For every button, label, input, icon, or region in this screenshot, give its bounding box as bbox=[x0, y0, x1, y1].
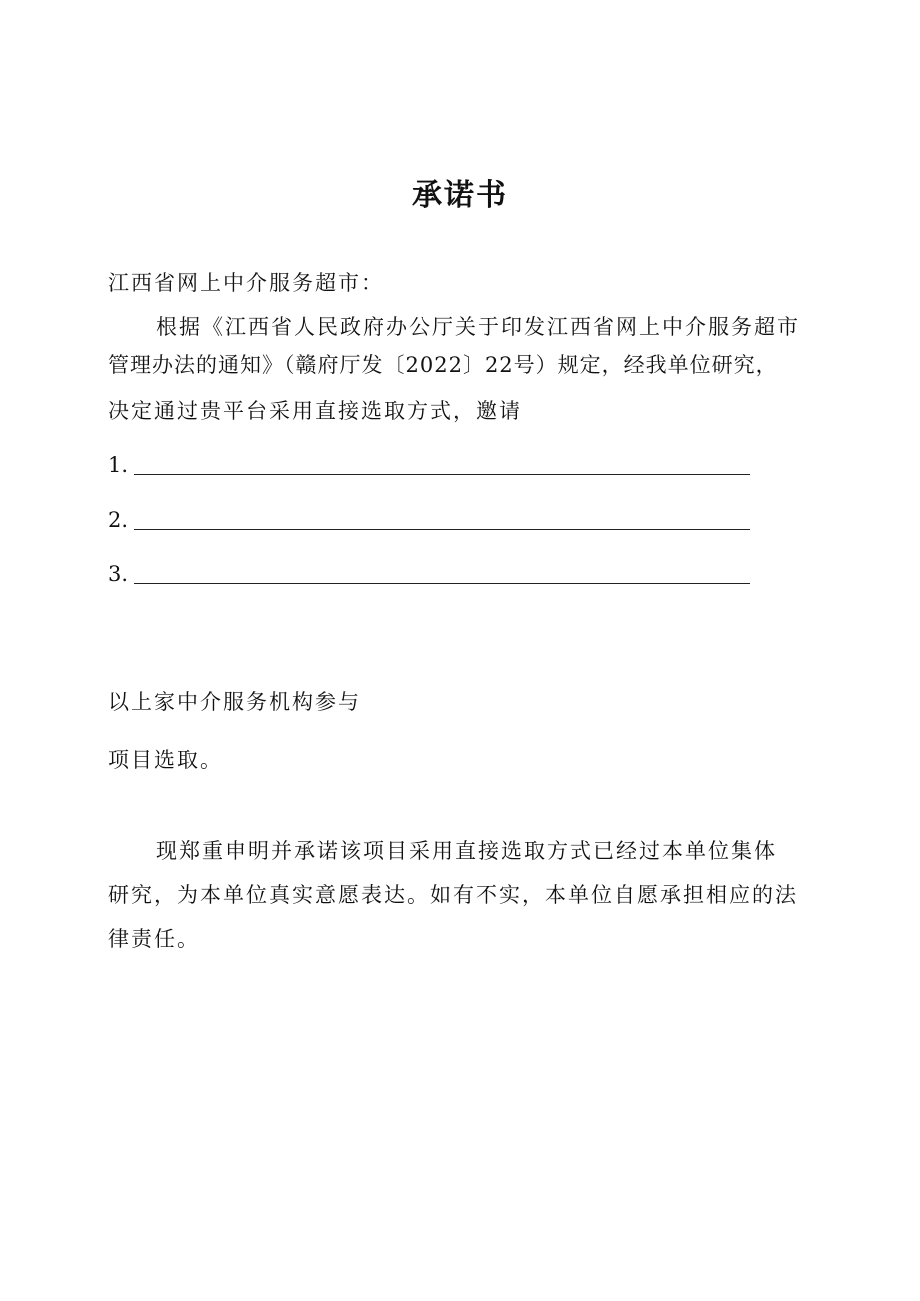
blank-entry-1[interactable] bbox=[108, 450, 750, 480]
salutation: 江西省网上中介服务超市： bbox=[108, 271, 384, 295]
blank-entry-2[interactable] bbox=[108, 505, 750, 535]
document-title: 承诺书 bbox=[412, 178, 508, 213]
paragraph-1-line-1: 根据《江西省人民政府办公厅关于印发江西省网上中介服务超市 bbox=[156, 315, 800, 339]
project-line: 项目选取。 bbox=[108, 748, 223, 772]
paragraph-1-line-2: 管理办法的通知》（赣府厅发〔2022〕22号）规定，经我单位研究， bbox=[108, 353, 778, 377]
paragraph-2-line-1: 现郑重申明并承诺该项目采用直接选取方式已经过本单位集体 bbox=[156, 839, 777, 863]
blank-number: 2. bbox=[108, 508, 129, 532]
blank-underline bbox=[134, 583, 750, 584]
participate-line: 以上家中介服务机构参与 bbox=[108, 690, 361, 714]
blank-number: 1. bbox=[108, 453, 129, 477]
paragraph-1-line-3: 决定通过贵平台采用直接选取方式，邀请 bbox=[108, 399, 522, 423]
blank-underline bbox=[134, 529, 750, 530]
paragraph-2-line-3: 律责任。 bbox=[108, 927, 200, 951]
blank-underline bbox=[134, 474, 750, 475]
paragraph-2-line-2: 研究，为本单位真实意愿表达。如有不实，本单位自愿承担相应的法 bbox=[108, 883, 798, 907]
blank-number: 3. bbox=[108, 562, 129, 586]
blank-entry-3[interactable] bbox=[108, 559, 750, 589]
